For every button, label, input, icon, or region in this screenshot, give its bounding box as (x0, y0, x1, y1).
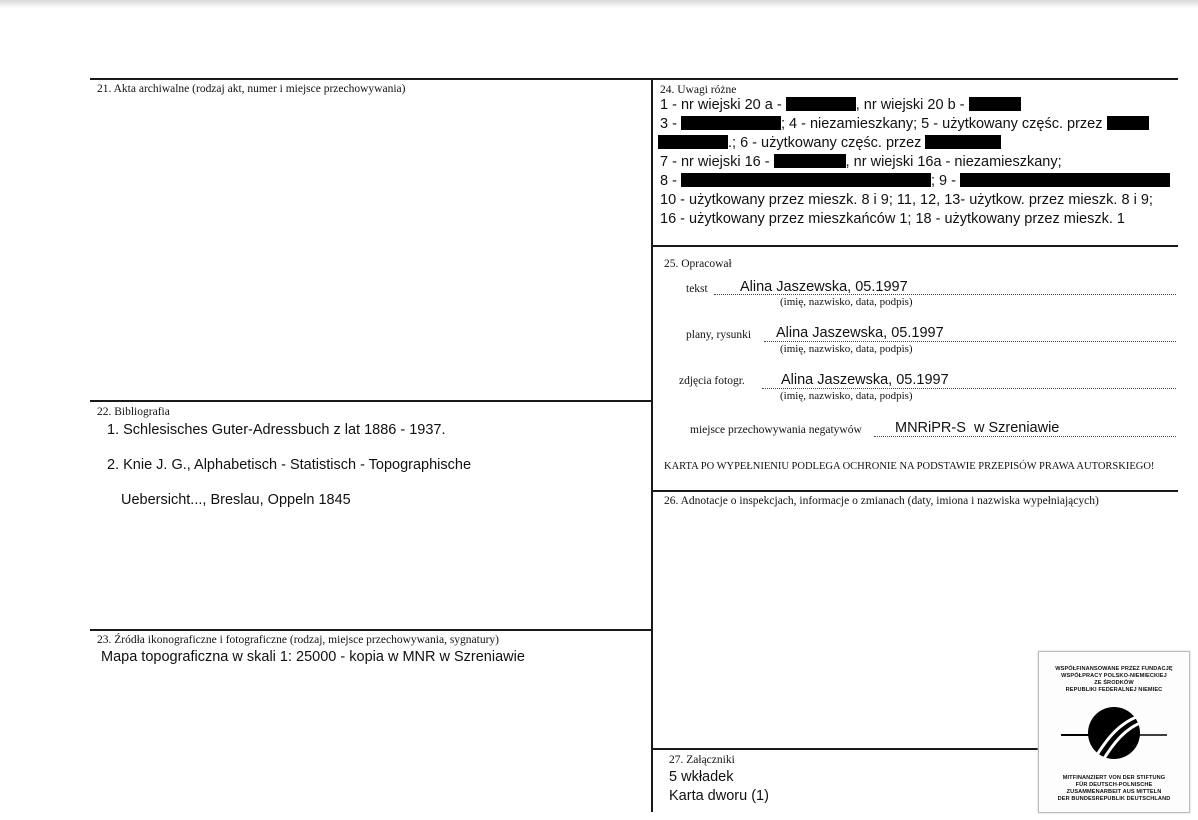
zdjecia-hint: (imię, nazwisko, data, podpis) (780, 390, 913, 402)
section-23-label: 23. Źródła ikonograficzne i fotograficzne (rodzaj, miejsce przechowywania, sygnatury) (97, 634, 500, 646)
redaction (658, 135, 728, 149)
remarks-line-2: 3 - ; 4 - niezamieszkany; 5 - użytkowany częśc. przez (660, 115, 1149, 133)
negatives-label: miejsce przechowywania negatywów (690, 424, 862, 436)
tekst-label: tekst (686, 283, 708, 295)
redaction (1107, 116, 1149, 130)
plany-label: plany, rysunki (686, 329, 752, 341)
remarks-line-4: 7 - nr wiejski 16 - , nr wiejski 16a - niezamieszkany; (660, 154, 1062, 170)
redaction (681, 173, 931, 187)
redaction (774, 154, 846, 168)
section-26-label: 26. Adnotacje o inspekcjach, informacje o zmianach (daty, imiona i nazwiska wypełniających) (664, 495, 1099, 507)
stamp-bottom-2: FÜR DEUTSCH-POLNISCHE (1075, 782, 1153, 788)
section-24-label: 24. Uwagi różne (660, 84, 737, 96)
redaction (681, 116, 781, 130)
scan-edge (0, 0, 1198, 8)
foundation-logo-icon (1039, 698, 1189, 768)
tekst-hint: (imię, nazwisko, data, podpis) (780, 296, 913, 308)
redaction (969, 97, 1021, 111)
stamp-bottom-1: MITFINANZIERT VON DER STIFTUNG (1062, 775, 1166, 781)
top-border (90, 78, 1178, 80)
divider-26-27 (651, 748, 1038, 750)
section-21-label: 21. Akta archiwalne (rodzaj akt, numer i miejsce przechowywania) (97, 83, 406, 95)
remarks-line-6: 10 - użytkowany przez mieszk. 8 i 9; 11, 12, 13- użytkow. przez mieszk. 8 i 9; (660, 192, 1153, 208)
stamp-top-1: WSPÓŁFINANSOWANE PRZEZ FUNDACJĘ (1055, 666, 1173, 672)
stamp-top-4: REPUBLIKI FEDERALNEJ NIEMIEC (1065, 687, 1163, 693)
redaction (960, 173, 1170, 187)
section-23-value: Mapa topograficzna w skali 1: 25000 - kopia w MNR w Szreniawie (101, 649, 525, 665)
redaction (786, 97, 856, 111)
bibliography-item-2-cont: Uebersicht..., Breslau, Oppeln 1845 (121, 492, 351, 508)
attachment-2: Karta dworu (1) (669, 788, 769, 804)
section-22-label: 22. Bibliografia (97, 406, 170, 418)
plany-hint: (imię, nazwisko, data, podpis) (780, 343, 913, 355)
bibliography-item-1: 1. Schlesisches Guter-Adressbuch z lat 1886 - 1937. (107, 422, 446, 438)
funding-stamp (1038, 651, 1190, 813)
stamp-top-2: WSPÓŁPRACY POLSKO-NIEMIECKIEJ (1061, 673, 1167, 679)
section-25-label: 25. Opracował (664, 258, 732, 270)
divider-25-26 (651, 490, 1178, 492)
divider-21-22 (90, 400, 652, 402)
stamp-bottom-4: DER BUNDESREPUBLIK DEUTSCHLAND (1057, 796, 1171, 802)
zdjecia-value: Alina Jaszewska, 05.1997 (781, 372, 949, 388)
tekst-value: Alina Jaszewska, 05.1997 (740, 279, 908, 295)
zdjecia-label: zdjęcia fotogr. (679, 375, 745, 387)
stamp-bottom-3: ZUSAMMENARBEIT AUS MITTELN (1066, 789, 1162, 795)
bibliography-item-2: 2. Knie J. G., Alphabetisch - Statistisch - Topographische (107, 457, 472, 473)
attachment-1: 5 wkładek (669, 769, 734, 785)
copyright-notice: KARTA PO WYPEŁNIENIU PODLEGA OCHRONIE NA PODSTAWIE PRZEPISÓW PRAWA AUTORSKIEGO! (664, 461, 1155, 472)
remarks-line-3: .; 6 - użytkowany częśc. przez (658, 134, 1001, 152)
stamp-top-3: ZE ŚRODKÓW (1094, 680, 1134, 686)
redaction (925, 135, 1001, 149)
divider-24-25 (651, 245, 1178, 247)
divider-22-23 (90, 629, 652, 631)
remarks-line-1: 1 - nr wiejski 20 a - , nr wiejski 20 b - (660, 96, 1021, 114)
remarks-line-7: 16 - użytkowany przez mieszkańców 1; 18 - użytkowany przez mieszk. 1 (660, 211, 1125, 227)
plany-value: Alina Jaszewska, 05.1997 (776, 325, 944, 341)
remarks-line-5: 8 - ; 9 - (660, 172, 1170, 190)
center-divider (651, 78, 653, 812)
section-27-label: 27. Załączniki (669, 754, 735, 766)
negatives-value: MNRiPR-S w Szreniawie (895, 420, 1060, 436)
